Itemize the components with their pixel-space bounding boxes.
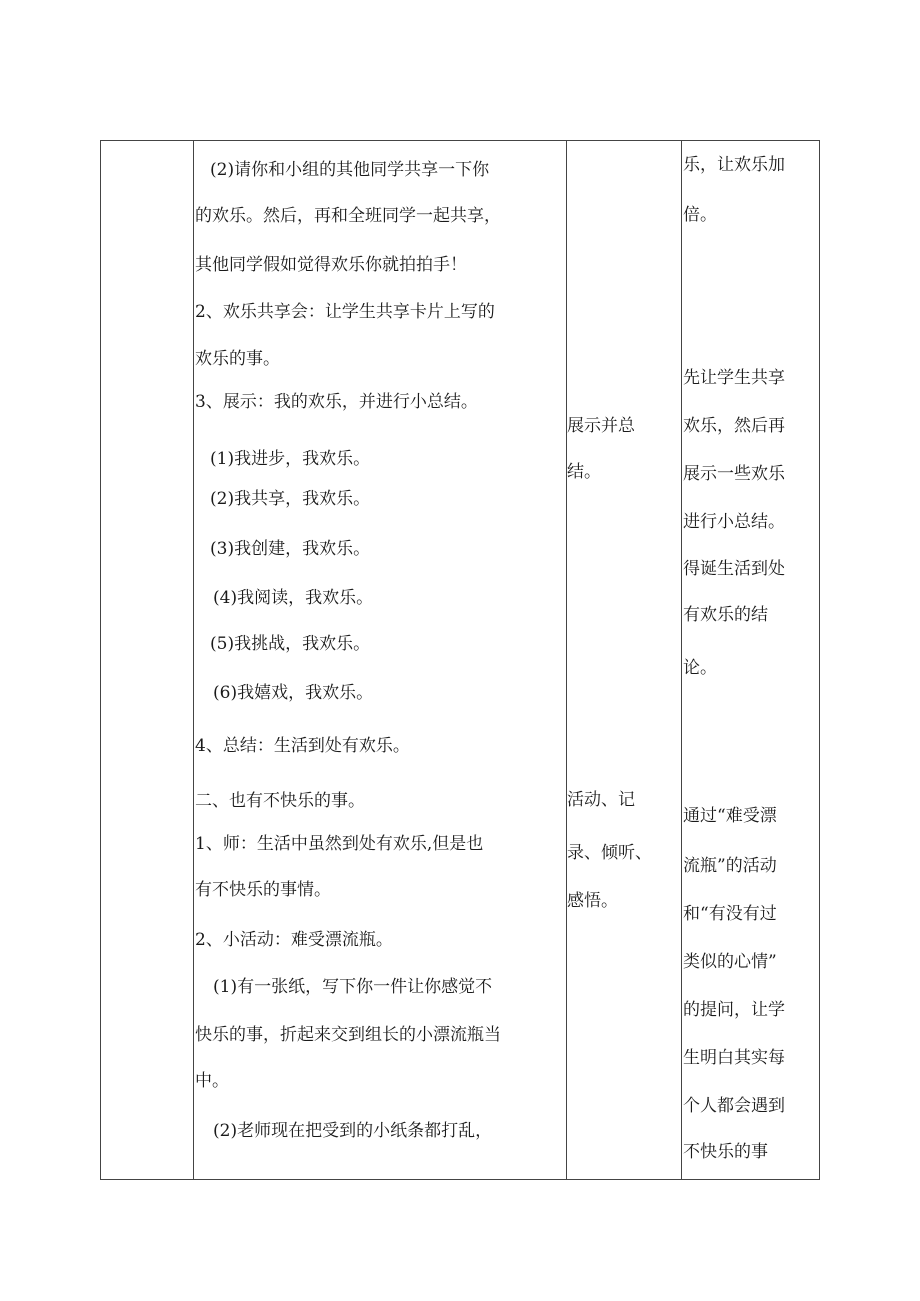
content-line: (2)请你和小组的其他同学共享一下你 (210, 160, 490, 180)
intent-line: 进行小总结。 (683, 512, 785, 532)
activity-line: 感悟。 (567, 891, 618, 911)
content-line: 快乐的事，折起来交到组长的小漂流瓶当 (195, 1025, 501, 1045)
intent-line: 的提问，让学 (683, 1000, 785, 1020)
content-line: (2)我共享，我欢乐。 (210, 489, 371, 509)
intent-line: 先让学生共享 (683, 368, 785, 388)
intent-line: 和“有没有过 (683, 904, 777, 924)
column-divider (193, 141, 194, 1179)
intent-line: 通过“难受漂 (683, 806, 777, 826)
content-line: (4)我阅读，我欢乐。 (213, 588, 374, 608)
content-line: 4、总结：生活到处有欢乐。 (195, 736, 410, 756)
content-line: 1、师：生活中虽然到处有欢乐,但是也 (195, 834, 484, 854)
content-line: (5)我挑战，我欢乐。 (210, 634, 371, 654)
content-line: 欢乐的事。 (195, 349, 280, 369)
intent-line: 乐，让欢乐加 (683, 155, 785, 175)
content-line: 有不快乐的事情。 (195, 880, 331, 900)
column-divider (681, 141, 682, 1179)
content-line: 2、小活动：难受漂流瓶。 (195, 930, 393, 950)
content-line: 3、展示：我的欢乐，并进行小总结。 (195, 392, 478, 412)
content-line: 的欢乐。然后，再和全班同学一起共享， (195, 206, 501, 226)
intent-line: 倍。 (683, 205, 717, 225)
intent-line: 流瓶”的活动 (683, 856, 777, 876)
intent-line: 不快乐的事 (683, 1142, 768, 1162)
content-line: (2)老师现在把受到的小纸条都打乱， (213, 1121, 493, 1141)
intent-line: 类似的心情” (683, 952, 777, 972)
intent-line: 个人都会遇到 (683, 1096, 785, 1116)
activity-line: 展示并总 (567, 416, 635, 436)
content-line: 中。 (195, 1071, 229, 1091)
content-line: (1)有一张纸，写下你一件让你感觉不 (213, 977, 493, 997)
content-line: (1)我进步，我欢乐。 (210, 449, 371, 469)
activity-line: 录、倾听、 (567, 843, 652, 863)
intent-line: 得诞生活到处 (683, 559, 785, 579)
activity-line: 活动、记 (567, 790, 635, 810)
column-divider (566, 141, 567, 1179)
intent-line: 论。 (683, 658, 717, 678)
content-line: (3)我创建，我欢乐。 (210, 539, 371, 559)
content-line: 二、也有不快乐的事。 (195, 791, 365, 811)
content-line: 其他同学假如觉得欢乐你就拍拍手！ (195, 255, 467, 275)
activity-line: 结。 (567, 462, 601, 482)
intent-line: 展示一些欢乐 (683, 464, 785, 484)
intent-line: 生明白其实每 (683, 1048, 785, 1068)
content-line: 2、欢乐共享会：让学生共享卡片上写的 (195, 302, 495, 322)
content-line: (6)我嬉戏，我欢乐。 (213, 683, 374, 703)
intent-line: 有欢乐的结 (683, 605, 768, 625)
intent-line: 欢乐，然后再 (683, 416, 785, 436)
